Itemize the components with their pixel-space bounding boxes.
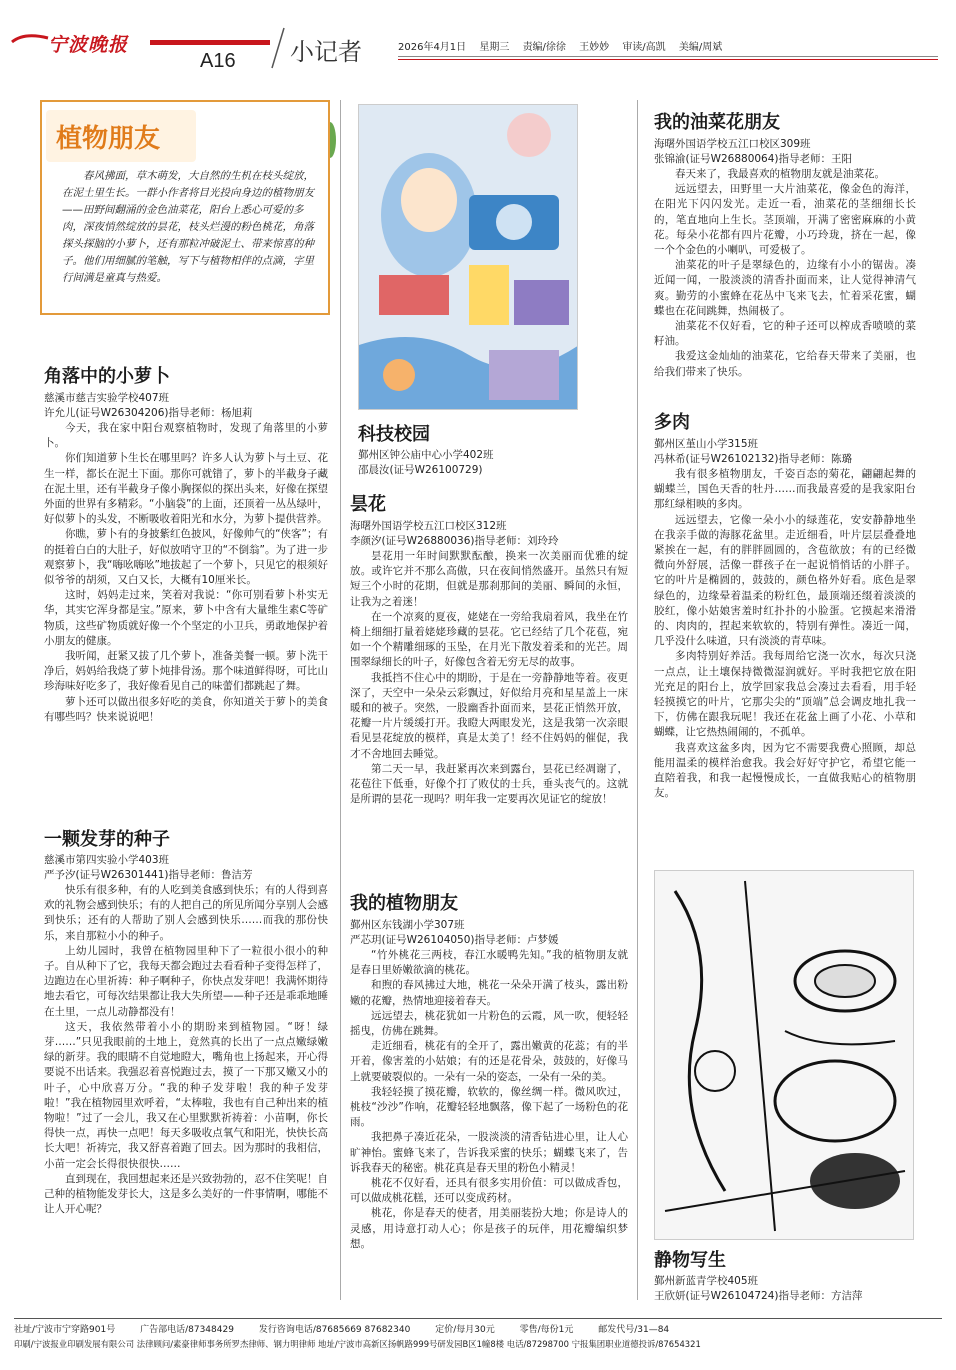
column-divider (340, 100, 341, 1300)
footer-distribution-phone: 发行咨询电话/87685669 87682340 (258, 1325, 411, 1335)
column-divider (637, 100, 638, 1300)
paragraph: 我有很多植物朋友，千姿百态的菊花，翩翩起舞的蝴蝶兰，国色天香的牡丹……而我最喜爱的是我家阳台那红绿相映的多肉。 (654, 468, 916, 511)
paragraph: 第二天一早，我赶紧再次来到露台，昙花已经凋谢了，花苞往下低垂，好像个打了败仗的士兵，垂头丧气的。这就是所谓的昙花一现吗？明年我一定要再次见证它的绽放！ (350, 762, 628, 806)
paragraph: 你们知道萝卜生长在哪里吗？许多人认为萝卜与土豆、花生一样，都长在泥土下面。那你可就错了，萝卜的半截身子藏在泥土里，还有半截身子像小胸探似的探出头来，好像在探望外面的世界有多精彩。“小脑袋”的上面，还顶着一丛丛绿叶，好似萝卜的头发，不断吸收着阳光和水分，为萝卜提供营养。 (44, 452, 328, 526)
section-name: 小记者 (290, 38, 362, 66)
article-body-radish (44, 421, 328, 725)
paragraph: 远远望去，田野里一大片油菜花，像金色的海洋，在阳光下闪闪发光。走近一看，油菜花的茎细细长长的，笔直地向上生长。茎顶端，开满了密密麻麻的小黄花。每朵小花都有四片花瓣，小巧玲珑，挤在一起，像一个个金色的小喇叭，可爱极了。 (654, 183, 916, 257)
masthead-rule (398, 56, 938, 57)
paragraph: 上幼儿园时，我曾在植物园里种下了一粒很小很小的种子。自从种下了它，我每天都会跑过去看看种子变得怎样了，边跑边在心里祈祷：种子啊种子，你快点发芽吧！我满怀期待地去看它，可每次结果都让我大失所望——种子还是乖乖地睡在土里，一点儿动静都没有！ (44, 944, 328, 1018)
logo-swoosh-icon (10, 32, 50, 46)
article-author-succulent: 冯林希(证号W26102132)指导老师：陈璐 (654, 453, 853, 465)
article-author-seed: 严予汐(证号W26301441)指导老师：鲁洁芳 (44, 869, 253, 881)
article-school-seed: 慈溪市第四实验小学403班 (44, 854, 170, 866)
article-school-peach: 鄞州区东钱湖小学307班 (350, 919, 465, 931)
article-school-rapeseed: 海曙外国语学校五江口校区309班 (654, 138, 811, 150)
paragraph: 我把鼻子凑近花朵，一股淡淡的清香钻进心里，让人心旷神怡。蜜蜂飞来了，告诉我采蜜的快乐；蝴蝶飞来了，告诉我春天的秘密。桃花真是春天里的粉色小精灵！ (350, 1131, 628, 1174)
reviewer-credit: 王妙妙 (579, 42, 610, 53)
paragraph: 桃花，你是春天的使者，用美丽装扮大地；你是诗人的灵感，用诗意打动人心；你是孩子的玩伴，用花瓣编织梦想。 (350, 1207, 628, 1250)
article-author-campus: 邵晨汝(证号W26100729) (358, 464, 483, 476)
article-title-seed: 一颗发芽的种子 (44, 829, 170, 850)
paragraph: 走近细看，桃花有的全开了，露出嫩黄的花蕊；有的半开着，像害羞的小姑娘；有的还是花骨朵，鼓鼓的，好像马上就要破裂似的。一朵有一朵的姿态，一朵有一朵的美。 (350, 1040, 628, 1083)
editor-credit: 责编/徐徐 (522, 42, 566, 53)
article-author-radish: 许允儿(证号W26304206)指导老师：杨旭莉 (44, 407, 253, 419)
article-title-epiphyllum: 昙花 (350, 494, 386, 515)
article-body-peach (350, 948, 628, 1252)
footer-rule (14, 1318, 942, 1319)
footer-line-1 (14, 1322, 942, 1335)
proofreader-credit: 审读/高凯 (622, 42, 666, 53)
article-title-succulent: 多肉 (654, 412, 690, 433)
paragraph: 远远望去，它像一朵小小的绿莲花，安安静静地坐在我亲手做的海豚花盆里。走近细看，叶片层层叠叠地紧挨在一起，有的胖胖圆圆的，含苞欲放；有的已经微微向外舒展，活像一群孩子在一起说悄悄话的小胖子。它的叶片是椭圆的，鼓鼓的，颜色格外好看。底色是翠绿色的，边缘晕着温柔的粉红色，最顶端还缀着淡淡的胶红，像小姑娘害羞时红扑扑的小脸蛋。它摸起来滑滑的、肉肉的，捏起来软软的，特别有弹性。凑近一闻，几乎没什么味道，只有淡淡的青草味。 (654, 513, 916, 648)
paragraph: 桃花不仅好看，还具有很多实用价值：可以做成香包，可以做成桃花糕，还可以变成药材。 (350, 1177, 628, 1205)
article-author-epiphyllum: 李颜汐(证号W26880036)指导老师：刘玲玲 (350, 535, 559, 547)
paragraph: 油菜花不仅好看，它的种子还可以榨成香喷喷的菜籽油。 (654, 320, 916, 348)
article-school-succulent: 鄞州区堇山小学315班 (654, 438, 759, 450)
page-number: A16 (200, 50, 236, 72)
paragraph: 春天来了，我最喜欢的植物朋友就是油菜花。 (675, 168, 885, 180)
paragraph: 和煦的春风拂过大地，桃花一朵朵开满了枝头，露出粉嫩的花瓣，热情地迎接着春天。 (350, 979, 628, 1007)
paragraph: 昙花用一年时间默默酝酿，换来一次美丽而优雅的绽放。或许它并不那么高傲，只在夜间悄然盛开。虽然只有短短三个小时的花期，但就是那刹那间的美丽、瞬间的永恒，让我为之着迷！ (350, 550, 628, 608)
article-author-stilllife: 王欣妍(证号W26104724)指导老师：方洁萍 (654, 1290, 863, 1302)
masthead-meta (398, 38, 732, 53)
footer-retail-price: 零售/每份1元 (519, 1325, 574, 1335)
footer-ad-phone: 广告部电话/87348429 (140, 1325, 234, 1335)
tech-campus-drawing-icon (359, 105, 578, 410)
article-title-radish: 角落中的小萝卜 (44, 366, 170, 387)
article-school-stilllife: 鄞州新蓝青学校405班 (654, 1275, 759, 1287)
paragraph: 直到现在，我回想起来还是兴致勃勃的，忍不住笑呢！自己种的植物能发芽长大，这是多么美好的一件事情啊，哪能不让人开心呢？ (44, 1172, 328, 1216)
paragraph: 这天，我依然带着小小的期盼来到植物园。“呀！绿芽……”只见我眼前的土地上，竟然真的长出了一点点嫩绿嫩绿的新芽。我的眼睛不自觉地瞪大，嘴角也上扬起来，开心得要说不出话来。我强忍着喜悦跑过去，摸了一下那又嫩又小的叶子，心中欣喜万分。“我的种子发芽啦！我的种子发芽啦！”我在植物园里欢呼着，“太棒啦，我也有自己种出来的植物啦！”过了一会儿，我又在心里默默祈祷着：小苗啊，你长得快一点，再快一点吧！每天多吸收点氧气和阳光，快快长高长大吧！祈祷完，我又舒喜着跑了回去。因为那时的我相信，小苗一定会长得很快很快…… (44, 1020, 328, 1170)
paragraph: 多肉特别好养活。我每周给它浇一次水，每次只浇一点点，让土壤保持微微湿润就好。平时我把它放在阳光充足的阳台上，放学回家我总会凑过去看看，用手轻轻摸摸它的叶片，它那尖尖的“顶端”总会调皮地扎我一下，仿佛在跟我玩呢！我还在花盆上画了小花、小草和蝴蝶，让它热热闹闹的，不孤单。 (654, 650, 916, 739)
paragraph: 今天，我在家中阳台观察植物时，发现了角落里的小萝卜。 (44, 422, 328, 450)
intro-text: 春风拂面，草木萌发，大自然的生机在枝头绽放，在泥土里生长。一群小作者将目光投向身边的植物朋友——田野间翻涌的金色油菜花，阳台上悉心可爱的多肉，深夜悄然绽放的昙花，枝头烂漫的粉色桃花，角落探头探脑的小萝卜，还有那粒冲破泥土、带来惊喜的种子。他们用细腻的笔触，写下与植物相伴的点滴，字里行间满是童真与热爱。 (62, 170, 314, 284)
intro-title: 植物朋友 (56, 124, 161, 154)
article-title-campus: 科技校园 (358, 424, 430, 445)
paragraph: 远远望去，桃花犹如一片粉色的云霞，风一吹，便轻轻摇曳，仿佛在跳舞。 (350, 1009, 628, 1038)
divider-slash-icon (268, 26, 288, 70)
footer-monthly-price: 定价/每月30元 (435, 1325, 495, 1335)
article-body-seed (44, 883, 328, 1217)
artwork-tech-campus (358, 104, 578, 410)
article-school-campus: 鄞州区钟公庙中心小学402班 (358, 449, 494, 461)
article-title-peach: 我的植物朋友 (350, 893, 458, 914)
issue-date: 2026年4月1日 (398, 42, 467, 53)
artwork-still-life (654, 870, 914, 1240)
article-title-stilllife: 静物写生 (654, 1250, 726, 1271)
paragraph: 我轻轻摸了摸花瓣，软软的，像丝绸一样。微风吹过，桃枝“沙沙”作响，花瓣轻轻地飘落，像下起了一场粉色的花雨。 (350, 1085, 628, 1129)
paragraph: 这时，妈妈走过来，笑着对我说：“你可别看萝卜朴实无华，其实它浑身都是宝。”原来，萝卜中含有大量维生素C等矿物质，这些矿物质就好像一个个坚定的小卫兵，勇敢地保护着小朋友的健康。 (44, 589, 328, 647)
paragraph: 油菜花的叶子是翠绿色的，边缘有小小的锯齿。凑近闻一闻，一股淡淡的清香扑面而来，让人觉得神清气爽。勤劳的小蜜蜂在花丛中飞来飞去，忙着采花蜜，蝴蝶也在花间跳舞，热闹极了。 (654, 259, 916, 317)
article-school-epiphyllum: 海曙外国语学校五江口校区312班 (350, 520, 507, 532)
designer-credit: 美编/周斌 (678, 42, 723, 53)
paragraph: 我爱这金灿灿的油菜花，它给春天带来了美丽，也给我们带来了快乐。 (654, 350, 916, 378)
paragraph: “竹外桃花三两枝，春江水暖鸭先知。”我的植物朋友就是春日里娇嫩欲滴的桃花。 (350, 949, 628, 977)
paragraph: 在一个凉爽的夏夜，姥姥在一旁给我扇着风，我坐在竹椅上细细打量着姥姥珍藏的昙花。它已经结了几个花苞，宛如一个个精雕细琢的玉坠，在月光下散发着柔和的光芒。周围翠绿细长的叶子，好像包含着无穷无尽的故事。 (350, 610, 628, 669)
masthead-logo[interactable]: 宁波晚报 (48, 34, 129, 56)
masthead-red-bar (150, 40, 270, 45)
still-life-sketch-icon (655, 871, 914, 1240)
article-author-rapeseed: 张锦渝(证号W26880064)指导老师：王阳 (654, 153, 853, 165)
masthead-red-rule (398, 59, 938, 60)
paragraph: 你瞧，萝卜有的身披紫红色披风，好像帅气的“侠客”；有的挺着白白的大肚子，好似放哨守卫的“不倒翁”。为了进一步观察萝卜，我“嗨吆嗨吆”地拔起了一个萝卜，只见它的根须好似爷爷的胡须，又白又长，大概有10厘米长。 (44, 528, 328, 587)
article-body-succulent (654, 467, 916, 801)
footer-postal-code: 邮发代号/31—84 (598, 1325, 670, 1335)
article-body-rapeseed (654, 167, 916, 380)
article-body-epiphyllum (350, 549, 628, 807)
paragraph: 我听闻，赶紧又拔了几个萝卜，准备美餐一顿。萝卜洗干净后，妈妈给我烧了萝卜炖排骨汤。那个味道鲜得呀，可比山珍海味好吃多了，我好像看见自己的味蕾们都跳起了舞。 (44, 650, 328, 693)
footer-line-2: 印刷/宁波报业印刷发展有限公司 法律顾问/素豪律师事务所罗杰律师、钢力明律师 地址/宁波市高新区扬帆路999号研发园B区1幢8楼 电话/87298700 宁报集团职业道德投诉/87654321 (14, 1339, 701, 1349)
paragraph: 快乐有很多种，有的人吃到美食感到快乐；有的人得到喜欢的礼物会感到快乐；有的人把自己的所见所闻分享别人会感到快乐；还有的人帮助了别人会感到快乐……而我的那份快乐，来自那粒小小的种子。 (44, 884, 328, 942)
article-title-rapeseed: 我的油菜花朋友 (654, 112, 780, 133)
paragraph: 我抵挡不住心中的期盼，于是在一旁静静地等着。夜更深了，天空中一朵朵云彩飘过，好似给月亮和星星盖上一床暖和的被子。突然，一股幽香扑面而来，昙花正悄然开放，花瓣一片片缓缓打开。我瞪大两眼发光，这是我第一次亲眼看见昙花绽放的模样，真是太美了！经不住妈妈的催促，我才不舍地回去睡觉。 (350, 671, 628, 760)
paragraph: 萝卜还可以做出很多好吃的美食，你知道关于萝卜的美食有哪些吗？快来说说吧！ (44, 695, 328, 723)
footer-address: 社址/宁波市宁穿路901号 (14, 1325, 116, 1335)
issue-weekday: 星期三 (479, 42, 510, 53)
article-author-peach: 严芯玥(证号W26104050)指导老师：卢梦媛 (350, 934, 559, 946)
article-school-radish: 慈溪市慈吉实验学校407班 (44, 392, 170, 404)
paragraph: 我喜欢这盆多肉，因为它不需要我费心照顾，却总能用温柔的模样治愈我。我会好好守护它，希望它能一直陪着我，和我一起慢慢成长，一直做我贴心的植物朋友。 (654, 741, 916, 800)
